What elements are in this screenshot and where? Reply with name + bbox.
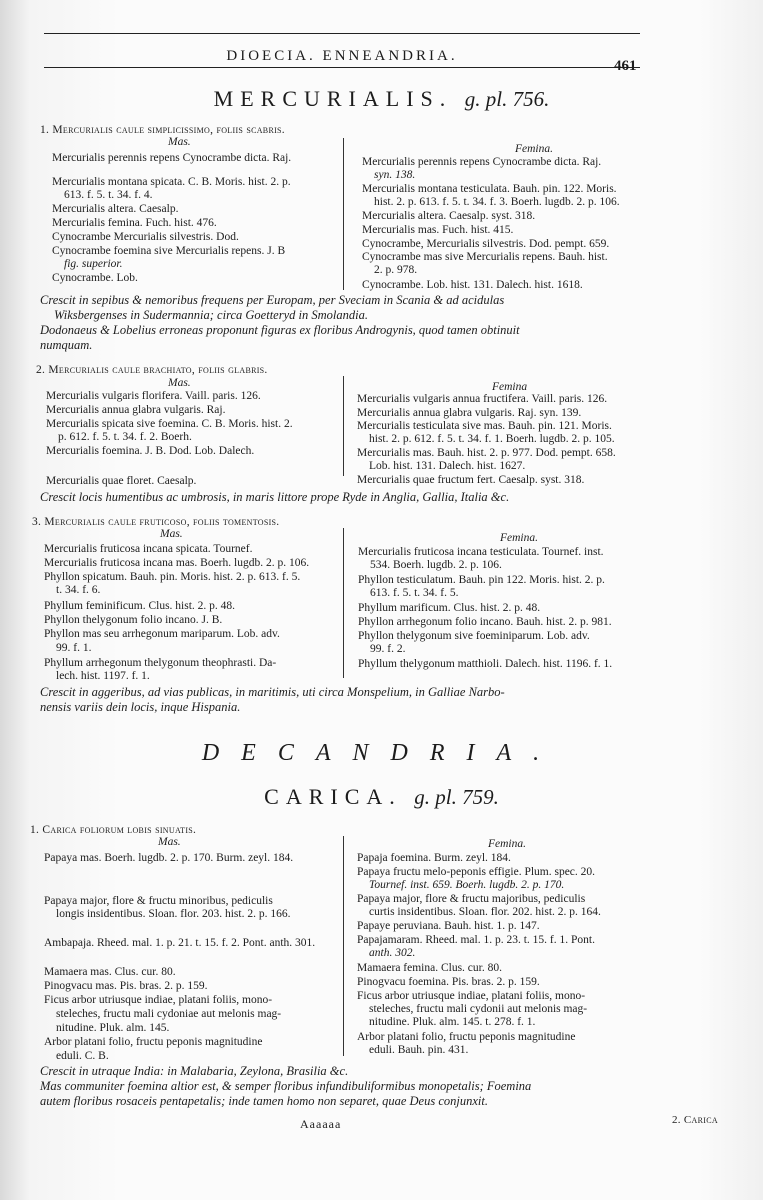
synonym-mas: steleches, fructu mali cydoniae aut melonis mag- — [56, 1008, 282, 1020]
habitat-note: Mas communiter foemina altior est, & semper floribus infundibuliformibus monopetalis; Foemina — [40, 1079, 532, 1093]
synonym-mas: Papaya mas. Boerh. lugdb. 2. p. 170. Burm. zeyl. 184. — [44, 852, 294, 864]
synonym-femina: anth. 302. — [369, 947, 416, 959]
synonym-femina: Mercurialis annua glabra vulgaris. Raj. syn. 139. — [357, 407, 582, 419]
class-heading: DECANDRIA. — [201, 740, 562, 766]
synonym-femina: Mercurialis altera. Caesalp. syst. 318. — [362, 210, 536, 222]
synonym-mas: fig. superior. — [64, 258, 123, 270]
column-divider — [343, 836, 344, 1056]
synonym-femina: Mercurialis quae fructum fert. Caesalp. syst. 318. — [357, 474, 585, 486]
catchword: 2. Carica — [672, 1114, 718, 1126]
habitat-note: nensis variis dein locis, inque Hispania. — [40, 700, 241, 714]
column-divider — [343, 376, 344, 476]
synonym-femina: Cynocrambe, Mercurialis silvestris. Dod. pempt. 659. — [362, 238, 610, 250]
synonym-femina: curtis insidentibus. Sloan. flor. 202. hist. 2. p. 164. — [369, 906, 601, 918]
synonym-femina: hist. 2. p. 612. f. 5. t. 34. f. 1. Boerh. lugdb. 2. p. 105. — [369, 433, 615, 445]
synonym-mas: Mercurialis perennis repens Cynocrambe dicta. Raj. — [52, 152, 292, 164]
synonym-femina: Phyllon testiculatum. Bauh. pin 122. Moris. hist. 2. p. — [358, 574, 605, 586]
synonym-mas: nitudine. Pluk. alm. 145. — [56, 1022, 170, 1034]
synonym-femina: Mercurialis testiculata sive mas. Bauh. pin. 121. Moris. — [357, 420, 612, 432]
running-head: DIOECIA. ENNEANDRIA. — [226, 48, 458, 64]
habitat-note: Crescit locis humentibus ac umbrosis, in maris littore prope Ryde in Anglia, Gallia, Italia &c. — [40, 490, 510, 504]
species-diagnosis: 3. Mercurialis caule fruticoso, foliis tomentosis. — [32, 516, 280, 528]
synonym-mas: Mercurialis fruticosa incana mas. Boerh. lugdb. 2. p. 106. — [44, 557, 310, 569]
species-diagnosis: 1. Mercurialis caule simplicissimo, foliis scabris. — [40, 124, 285, 136]
genus-name: CARICA. — [264, 784, 402, 809]
synonym-mas: Mercurialis foemina. J. B. Dod. Lob. Dalech. — [46, 445, 255, 457]
synonym-femina: Mercurialis fruticosa incana testiculata. Tournef. inst. — [358, 546, 604, 558]
synonym-femina: Tournef. inst. 659. Boerh. lugdb. 2. p. 170. — [369, 879, 565, 891]
synonym-mas: Mamaera mas. Clus. cur. 80. — [44, 966, 176, 978]
synonym-femina: Papajamaram. Rheed. mal. 1. p. 23. t. 15. f. 1. Pont. — [357, 934, 595, 946]
synonym-femina: Phyllon arrhegonum folio incano. Bauh. hist. 2. p. 981. — [358, 616, 612, 628]
habitat-note: numquam. — [40, 338, 93, 352]
synonym-femina: 613. f. 5. t. 34. f. 5. — [370, 587, 459, 599]
mas-heading: Mas. — [168, 136, 191, 148]
femina-heading: Femina. — [515, 143, 554, 155]
page-number: 461 — [614, 58, 637, 74]
synonym-mas: Ficus arbor utriusque indiae, platani foliis, mono- — [44, 994, 273, 1006]
header-rule-top — [44, 33, 640, 34]
synonym-mas: Pinogvacu mas. Pis. bras. 2. p. 159. — [44, 980, 208, 992]
synonym-femina: Pinogvacu foemina. Pis. bras. 2. p. 159. — [357, 976, 540, 988]
synonym-mas: Mercurialis quae floret. Caesalp. — [46, 475, 197, 487]
column-divider — [343, 138, 344, 290]
synonym-mas: p. 612. f. 5. t. 34. f. 2. Boerh. — [58, 431, 192, 443]
habitat-note: Crescit in sepibus & nemoribus frequens per Europam, per Sveciam in Scania & ad acidulas — [40, 293, 505, 307]
synonym-femina: hist. 2. p. 613. f. 5. t. 34. f. 3. Boerh. lugdb. 2. p. 106. — [374, 196, 620, 208]
synonym-mas: 613. f. 5. t. 34. f. 4. — [64, 189, 153, 201]
genus-heading-carica — [0, 784, 763, 810]
mas-heading: Mas. — [158, 836, 181, 848]
habitat-note: Crescit in aggeribus, ad vias publicas, in maritimis, uti circa Monspelium, in Galliae Narbo- — [40, 685, 505, 699]
synonym-femina: Mamaera femina. Clus. cur. 80. — [357, 962, 502, 974]
synonym-mas: Phyllon spicatum. Bauh. pin. Moris. hist. 2. p. 613. f. 5. — [44, 571, 301, 583]
signature-mark: Aaaaaa — [300, 1117, 342, 1131]
mas-heading: Mas. — [160, 528, 183, 540]
species-diagnosis: 1. Carica foliorum lobis sinuatis. — [30, 824, 197, 836]
synonym-mas: Mercurialis femina. Fuch. hist. 476. — [52, 217, 217, 229]
genus-heading-mercurialis — [0, 86, 763, 112]
synonym-mas: Cynocrambe. Lob. — [52, 272, 138, 284]
synonym-mas: Mercurialis altera. Caesalp. — [52, 203, 179, 215]
synonym-femina: Papaja foemina. Burm. zeyl. 184. — [357, 852, 511, 864]
synonym-femina: eduli. Bauh. pin. 431. — [369, 1044, 469, 1056]
synonym-mas: Phyllum arrhegonum thelygonum theophrasti. Da- — [44, 657, 277, 669]
synonym-femina: Cynocrambe. Lob. hist. 131. Dalech. hist. 1618. — [362, 279, 583, 291]
synonym-mas: longis insidentibus. Sloan. flor. 203. hist. 2. p. 166. — [56, 908, 291, 920]
synonym-femina: Mercurialis mas. Fuch. hist. 415. — [362, 224, 514, 236]
synonym-femina: Cynocrambe mas sive Mercurialis repens. Bauh. hist. — [362, 251, 608, 263]
synonym-mas: Papaya major, flore & fructu minoribus, pediculis — [44, 895, 273, 907]
femina-heading: Femina. — [488, 838, 527, 850]
genus-reference: g. pl. 759. — [414, 785, 499, 809]
synonym-femina: 534. Boerh. lugdb. 2. p. 106. — [370, 559, 502, 571]
synonym-femina: Mercurialis mas. Bauh. hist. 2. p. 977. Dod. pempt. 658. — [357, 447, 616, 459]
synonym-femina: Mercurialis montana testiculata. Bauh. pin. 122. Moris. — [362, 183, 617, 195]
synonym-femina: steleches, fructu mali cydonii aut melonis mag- — [369, 1003, 588, 1015]
synonym-mas: Mercurialis fruticosa incana spicata. Tournef. — [44, 543, 253, 555]
synonym-mas: Cynocrambe foemina sive Mercurialis repens. J. B — [52, 245, 286, 257]
synonym-femina: Ficus arbor utriusque indiae, platani foliis, mono- — [357, 990, 586, 1002]
synonym-mas: Phyllon mas seu arrhegonum mariparum. Lob. adv. — [44, 628, 280, 640]
synonym-mas: eduli. C. B. — [56, 1050, 109, 1062]
habitat-note: Dodonaeus & Lobelius erroneas proponunt figuras ex floribus Androgynis, quod tamen obtinuit — [40, 323, 520, 337]
synonym-mas: 99. f. 1. — [56, 642, 92, 654]
species-diagnosis: 2. Mercurialis caule brachiato, foliis glabris. — [36, 364, 268, 376]
genus-name: MERCURIALIS. — [213, 86, 453, 111]
synonym-femina: Phyllon thelygonum sive foeminiparum. Lob. adv. — [358, 630, 590, 642]
synonym-femina: syn. 138. — [374, 169, 416, 181]
synonym-femina: Mercurialis vulgaris annua fructifera. Vaill. paris. 126. — [357, 393, 608, 405]
synonym-mas: Cynocrambe Mercurialis silvestris. Dod. — [52, 231, 239, 243]
synonym-mas: Mercurialis spicata sive foemina. C. B. Moris. hist. 2. — [46, 418, 293, 430]
mas-heading: Mas. — [168, 377, 191, 389]
synonym-mas: Arbor platani folio, fructu peponis magnitudine — [44, 1036, 263, 1048]
synonym-mas: Phyllum feminificum. Clus. hist. 2. p. 48. — [44, 600, 236, 612]
synonym-femina: Papaya fructu melo-peponis effigie. Plum. spec. 20. — [357, 866, 596, 878]
femina-heading: Femina. — [500, 532, 539, 544]
column-divider — [343, 528, 344, 678]
habitat-note: autem floribus rosaceis pentapetalis; inde tamen homo non separet, quae Deus conjunxit. — [40, 1094, 488, 1108]
synonym-mas: Mercurialis vulgaris florifera. Vaill. paris. 126. — [46, 390, 261, 402]
synonym-mas: lech. hist. 1197. f. 1. — [56, 670, 150, 682]
synonym-femina: Phyllum marificum. Clus. hist. 2. p. 48. — [358, 602, 541, 614]
header-rule-bottom — [44, 67, 640, 68]
synonym-femina: Phyllum thelygonum matthioli. Dalech. hist. 1196. f. 1. — [358, 658, 613, 670]
habitat-note: Crescit in utraque India: in Malabaria, Zeylona, Brasilia &c. — [40, 1064, 349, 1078]
femina-heading: Femina — [492, 381, 528, 393]
synonym-mas: Mercurialis annua glabra vulgaris. Raj. — [46, 404, 226, 416]
synonym-femina: nitudine. Pluk. alm. 145. t. 278. f. 1. — [369, 1016, 536, 1028]
habitat-note: Wiksbergenses in Sudermannia; circa Goetteryd in Smolandia. — [54, 308, 368, 322]
synonym-femina: Lob. hist. 131. Dalech. hist. 1627. — [369, 460, 526, 472]
synonym-femina: 2. p. 978. — [374, 264, 418, 276]
synonym-mas: Phyllon thelygonum folio incano. J. B. — [44, 614, 223, 626]
synonym-mas: Ambapaja. Rheed. mal. 1. p. 21. t. 15. f. 2. Pont. anth. 301. — [44, 937, 316, 949]
synonym-mas: t. 34. f. 6. — [56, 584, 101, 596]
synonym-femina: 99. f. 2. — [370, 643, 406, 655]
synonym-femina: Mercurialis perennis repens Cynocrambe dicta. Raj. — [362, 156, 602, 168]
synonym-mas: Mercurialis montana spicata. C. B. Moris. hist. 2. p. — [52, 176, 291, 188]
synonym-femina: Arbor platani folio, fructu peponis magnitudine — [357, 1031, 576, 1043]
synonym-femina: Papaya major, flore & fructu majoribus, pediculis — [357, 893, 586, 905]
genus-reference: g. pl. 756. — [464, 87, 550, 111]
synonym-femina: Papaye peruviana. Bauh. hist. 1. p. 147. — [357, 920, 540, 932]
